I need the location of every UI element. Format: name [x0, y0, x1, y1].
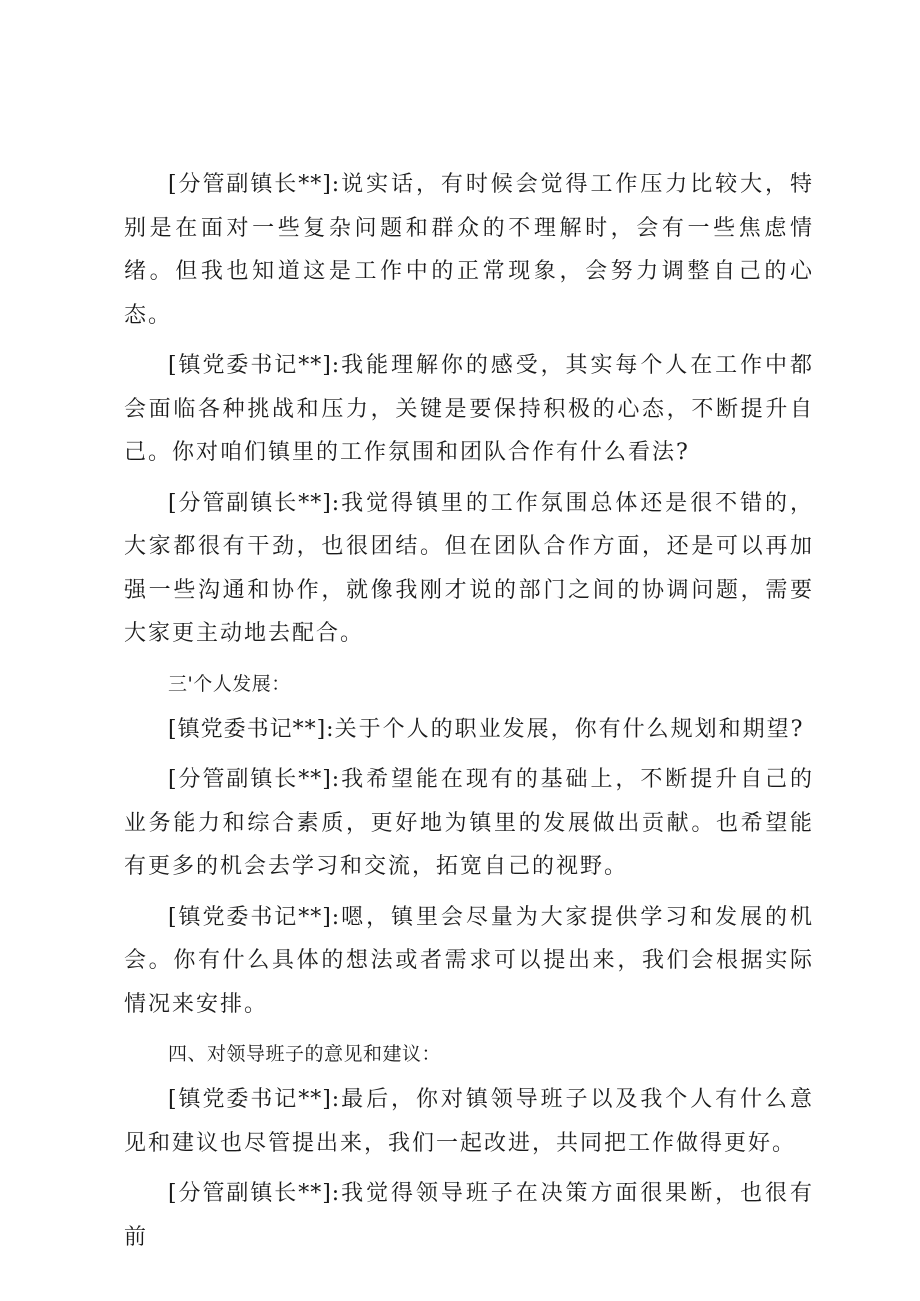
speech-text: 我能理解你的感受，其实每个人在工作中都会面临各种挑战和压力，关键是要保持积极的心态，不断提升自己。你对咱们镇里的工作氛围和团队合作有什么看法?: [124, 353, 814, 465]
speaker-label: [分管副镇长**]:: [168, 767, 341, 792]
paragraph-6: [124, 896, 814, 1027]
speech-text: 最后，你对镇领导班子以及我个人有什么意见和建议也尽管提出来，我们一起改进，共同把工作做得更好。: [124, 1087, 814, 1156]
paragraph-8: [124, 1172, 814, 1259]
paragraph-2: [124, 344, 814, 475]
speaker-label: [镇党委书记**]:: [168, 904, 341, 930]
speaker-label: [镇党委书记**]:: [168, 716, 335, 742]
speech-text: 我觉得镇里的工作氛围总体还是很不错的，大家都很有干劲，也很团结。但在团队合作方面，还是可以再加强一些沟通和协作，就像我刚才说的部门之间的协调问题，需要大家更主动地去配合。: [124, 490, 814, 646]
paragraph-7: [124, 1078, 814, 1165]
speech-text: 说实话，有时候会觉得工作压力比较大，特别是在面对一些复杂问题和群众的不理解时，会有一些焦虑情绪。但我也知道这是工作中的正常现象，会努力调整自己的心态。: [124, 172, 814, 328]
document-page: [124, 163, 814, 1266]
section-heading-personal-development: 三'个人发展：: [168, 672, 291, 695]
speaker-label: [分管副镇长**]:: [168, 172, 341, 197]
speech-text: 我希望能在现有的基础上，不断提升自己的业务能力和综合素质，更好地为镇里的发展做出贡献。也希望能有更多的机会去学习和交流，拓宽自己的视野。: [124, 767, 814, 879]
section-heading-leadership-feedback: 四、对领导班子的意见和建议：: [168, 1043, 442, 1065]
speaker-label: [镇党委书记**]:: [168, 1087, 341, 1112]
paragraph-4: [124, 708, 814, 752]
speech-text: 嗯，镇里会尽量为大家提供学习和发展的机会。你有什么具体的想法或者需求可以提出来，我们会根据实际情况来安排。: [124, 904, 814, 1017]
speech-text: 关于个人的职业发展，你有什么规划和期望?: [334, 716, 805, 742]
paragraph-1: [124, 163, 814, 337]
speech-text: 我觉得领导班子在决策方面很果断，也很有前: [124, 1181, 814, 1250]
paragraph-3: [124, 482, 814, 656]
speaker-label: [分管副镇长**]:: [168, 490, 341, 516]
speaker-label: [镇党委书记**]:: [168, 353, 341, 378]
speaker-label: [分管副镇长**]:: [168, 1181, 341, 1206]
paragraph-5: [124, 758, 814, 889]
